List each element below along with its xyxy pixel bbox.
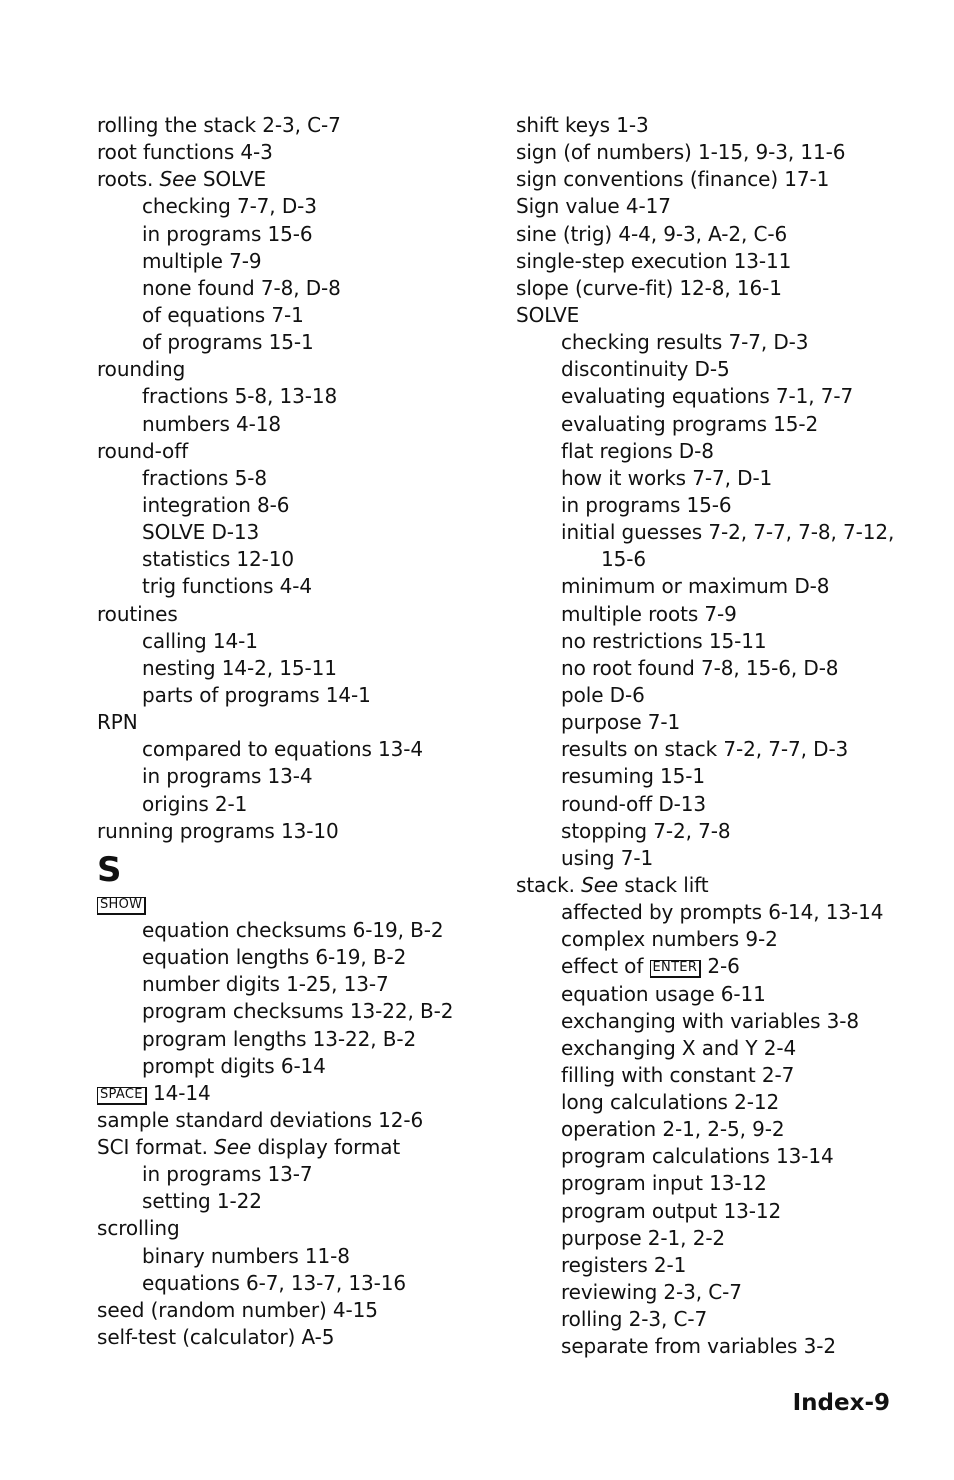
index-subentry: using 7-1 <box>561 845 654 870</box>
index-entry: slope (curve-fit) 12-8, 16-1 <box>516 275 782 300</box>
index-entry: rounding <box>97 357 186 382</box>
index-subentry: program calculations 13-14 <box>561 1144 834 1169</box>
index-subentry: operation 2-1, 2-5, 9-2 <box>561 1117 785 1142</box>
calculator-key-label: SHOW <box>97 897 146 915</box>
index-subentry: separate from variables 3-2 <box>561 1334 836 1359</box>
index-entry <box>97 166 497 193</box>
index-subentry: flat regions D-8 <box>561 438 714 463</box>
index-subentry: nesting 14-2, 15-11 <box>142 655 337 680</box>
index-subentry: 15-6 <box>601 547 646 572</box>
index-subentry: round-off D-13 <box>561 791 706 816</box>
index-entry: scrolling <box>97 1216 180 1241</box>
index-subentry: in programs 13-7 <box>142 1162 313 1187</box>
index-subentry: pole D-6 <box>561 682 645 707</box>
entry-text: roots. <box>97 167 160 192</box>
index-entry: rolling the stack 2-3, C-7 <box>97 113 341 137</box>
index-subentry: equation checksums 6-19, B-2 <box>142 917 444 942</box>
index-subentry: multiple 7-9 <box>142 248 262 273</box>
index-subentry: equation lengths 6-19, B-2 <box>142 945 407 970</box>
index-entry: round-off <box>97 438 189 463</box>
index-subentry: complex numbers 9-2 <box>561 927 778 952</box>
index-subentry: binary numbers 11-8 <box>142 1243 350 1268</box>
index-entry: SOLVE <box>516 302 580 327</box>
index-entry: seed (random number) 4-15 <box>97 1297 378 1322</box>
index-subentry: discontinuity D-5 <box>561 357 730 382</box>
index-subentry: registers 2-1 <box>561 1252 687 1277</box>
index-subentry: stopping 7-2, 7-8 <box>561 818 731 843</box>
index-subentry: purpose 7-1 <box>561 710 681 735</box>
see-reference: See <box>214 1135 252 1160</box>
index-entry: RPN <box>97 710 138 735</box>
calculator-key-label: ENTER <box>650 960 702 978</box>
index-subentry: statistics 12-10 <box>142 547 295 572</box>
entry-text: 14-14 <box>146 1080 211 1105</box>
index-subentry: in programs 15-6 <box>561 492 732 517</box>
index-subentry: fractions 5-8, 13-18 <box>142 384 338 409</box>
index-subentry: number digits 1-25, 13-7 <box>142 972 389 997</box>
index-subentry: of programs 15-1 <box>142 330 314 355</box>
index-subentry: rolling 2-3, C-7 <box>561 1307 708 1332</box>
index-subentry: in programs 13-4 <box>142 764 313 789</box>
index-subentry: resuming 15-1 <box>561 764 706 789</box>
index-entry: routines <box>97 601 178 626</box>
index-subentry: origins 2-1 <box>142 791 248 816</box>
index-entry: single-step execution 13-11 <box>516 248 792 273</box>
index-subentry: minimum or maximum D-8 <box>561 574 830 599</box>
index-subentry: initial guesses 7-2, 7-7, 7-8, 7-12, <box>561 520 895 545</box>
index-subentry: equation usage 6-11 <box>561 981 766 1006</box>
entry-text: SOLVE <box>196 167 267 192</box>
index-subentry: checking results 7-7, D-3 <box>561 330 809 355</box>
index-subentry: integration 8-6 <box>142 492 290 517</box>
index-subentry: program output 13-12 <box>561 1198 782 1223</box>
index-subentry: evaluating programs 15-2 <box>561 411 819 436</box>
index-subentry: no root found 7-8, 15-6, D-8 <box>561 655 839 680</box>
index-entry: sample standard deviations 12-6 <box>97 1107 424 1132</box>
index-subentry: of equations 7-1 <box>142 302 304 327</box>
index-entry <box>516 872 916 899</box>
calculator-key-label: SPACE <box>97 1087 147 1105</box>
page-number: Index-9 <box>792 1390 890 1416</box>
index-subentry: trig functions 4-4 <box>142 574 313 599</box>
index-entry: running programs 13-10 <box>97 818 339 843</box>
index-subentry: program input 13-12 <box>561 1171 767 1196</box>
index-subentry: fractions 5-8 <box>142 465 267 490</box>
index-subentry: reviewing 2-3, C-7 <box>561 1280 742 1305</box>
index-subentry: numbers 4-18 <box>142 411 282 436</box>
index-entry: Sign value 4-17 <box>516 194 671 219</box>
entry-text: stack. <box>516 872 582 897</box>
index-subentry: none found 7-8, D-8 <box>142 275 341 300</box>
index-entry: self-test (calculator) A-5 <box>97 1325 335 1350</box>
index-subentry: long calculations 2-12 <box>561 1090 780 1115</box>
index-subentry: filling with constant 2-7 <box>561 1062 795 1087</box>
index-subentry: purpose 2-1, 2-2 <box>561 1225 726 1250</box>
see-reference: See <box>581 872 619 897</box>
index-subentry: results on stack 7-2, 7-7, D-3 <box>561 737 849 762</box>
entry-text: SCI format. <box>97 1135 215 1160</box>
index-entry: shift keys 1-3 <box>516 113 649 137</box>
index-subentry: SOLVE D-13 <box>142 520 260 545</box>
index-subentry: program lengths 13-22, B-2 <box>142 1026 417 1051</box>
index-subentry: compared to equations 13-4 <box>142 737 424 762</box>
index-subentry: checking 7-7, D-3 <box>142 194 317 219</box>
entry-text: 2-6 <box>701 954 740 979</box>
section-letter: S <box>97 849 122 890</box>
index-entry <box>97 1134 497 1161</box>
index-subentry: how it works 7-7, D-1 <box>561 465 773 490</box>
index-subentry: in programs 15-6 <box>142 221 313 246</box>
index-subentry: evaluating equations 7-1, 7-7 <box>561 384 854 409</box>
index-subentry: exchanging with variables 3-8 <box>561 1008 860 1033</box>
index-column-left <box>97 112 497 1351</box>
index-subentry <box>516 953 916 980</box>
index-subentry: calling 14-1 <box>142 628 258 653</box>
see-reference: See <box>159 167 197 192</box>
index-subentry: affected by prompts 6-14, 13-14 <box>561 900 884 925</box>
index-subentry: program checksums 13-22, B-2 <box>142 999 454 1024</box>
index-entry <box>97 1080 497 1107</box>
index-subentry: exchanging X and Y 2-4 <box>561 1035 797 1060</box>
entry-text: stack lift <box>618 872 709 897</box>
index-subentry: multiple roots 7-9 <box>561 601 737 626</box>
index-subentry: equations 6-7, 13-7, 13-16 <box>142 1270 407 1295</box>
index-entry: sine (trig) 4-4, 9-3, A-2, C-6 <box>516 221 788 246</box>
index-subentry: no restrictions 15-11 <box>561 628 767 653</box>
index-entry: sign conventions (finance) 17-1 <box>516 167 830 192</box>
index-subentry: prompt digits 6-14 <box>142 1053 326 1078</box>
entry-text: effect of <box>561 954 650 979</box>
index-entry <box>97 890 497 917</box>
index-entry: sign (of numbers) 1-15, 9-3, 11-6 <box>516 140 846 165</box>
entry-text: display format <box>251 1135 401 1160</box>
index-subentry: parts of programs 14-1 <box>142 682 371 707</box>
index-subentry: setting 1-22 <box>142 1189 262 1214</box>
index-entry: root functions 4-3 <box>97 140 273 165</box>
index-column-right <box>516 112 916 1360</box>
